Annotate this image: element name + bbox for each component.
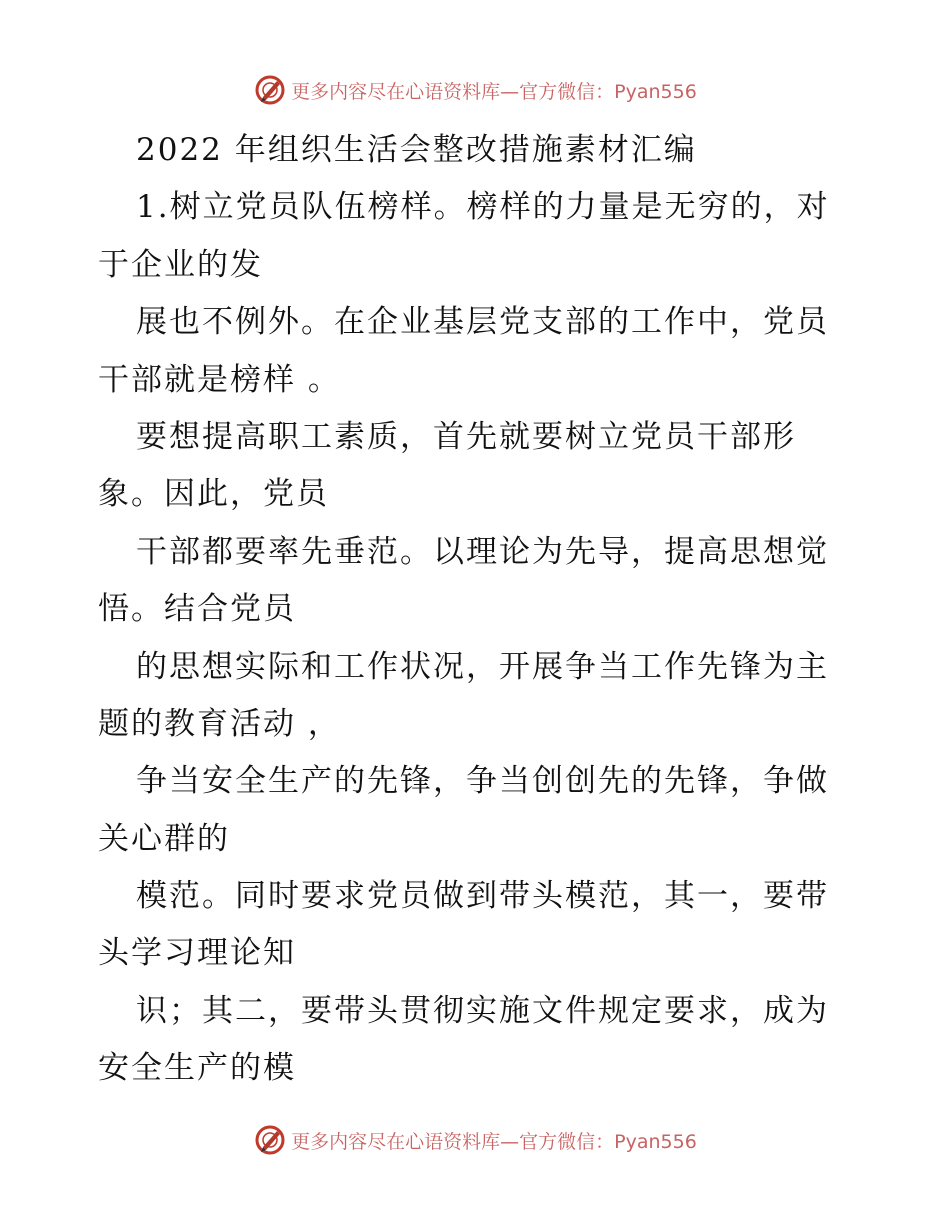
footer-banner bbox=[0, 1120, 950, 1160]
paragraph-line: 安全生产的模 bbox=[98, 1050, 296, 1087]
paragraph-line: 1.树立党员队伍榜样。榜样的力量是无穷的，对 bbox=[136, 189, 830, 226]
paragraph-line: 题的教育活动 ， bbox=[98, 705, 341, 742]
paragraph-line: 模范。同时要求党员做到带头模范，其一，要带 bbox=[136, 878, 829, 915]
paragraph-line: 展也不例外。在企业基层党支部的工作中，党员 bbox=[136, 304, 829, 341]
footer-banner-text: 更多内容尽在心语资料库—官方微信：Pyan556 bbox=[291, 1130, 697, 1153]
paragraph-line: 头学习理论知 bbox=[98, 935, 296, 972]
document-body bbox=[98, 122, 858, 1098]
paragraph-line: 于企业的发 bbox=[98, 246, 263, 283]
document-pen-logo-icon bbox=[253, 1123, 287, 1157]
paragraph-line: 关心群的 bbox=[98, 820, 230, 857]
paragraph-line: 干部就是榜样 。 bbox=[98, 361, 341, 398]
document-pen-logo-icon bbox=[253, 73, 287, 107]
header-banner-text: 更多内容尽在心语资料库—官方微信：Pyan556 bbox=[291, 80, 697, 103]
paragraph-line: 的思想实际和工作状况，开展争当工作先锋为主 bbox=[136, 648, 829, 685]
paragraph-line: 要想提高职工素质，首先就要树立党员干部形 bbox=[136, 418, 796, 455]
paragraph-line: 争当安全生产的先锋，争当创创先的先锋，争做 bbox=[136, 763, 829, 800]
paragraph-line: 干部都要率先垂范。以理论为先导，提高思想觉 bbox=[136, 533, 829, 570]
header-banner bbox=[0, 70, 950, 110]
paragraph-line: 象。因此，党员 bbox=[98, 476, 329, 513]
document-title: 2022 年组织生活会整改措施素材汇编 bbox=[136, 132, 697, 168]
paragraph-line: 悟。结合党员 bbox=[98, 591, 296, 628]
paragraph-line: 识；其二，要带头贯彻实施文件规定要求，成为 bbox=[136, 992, 829, 1029]
